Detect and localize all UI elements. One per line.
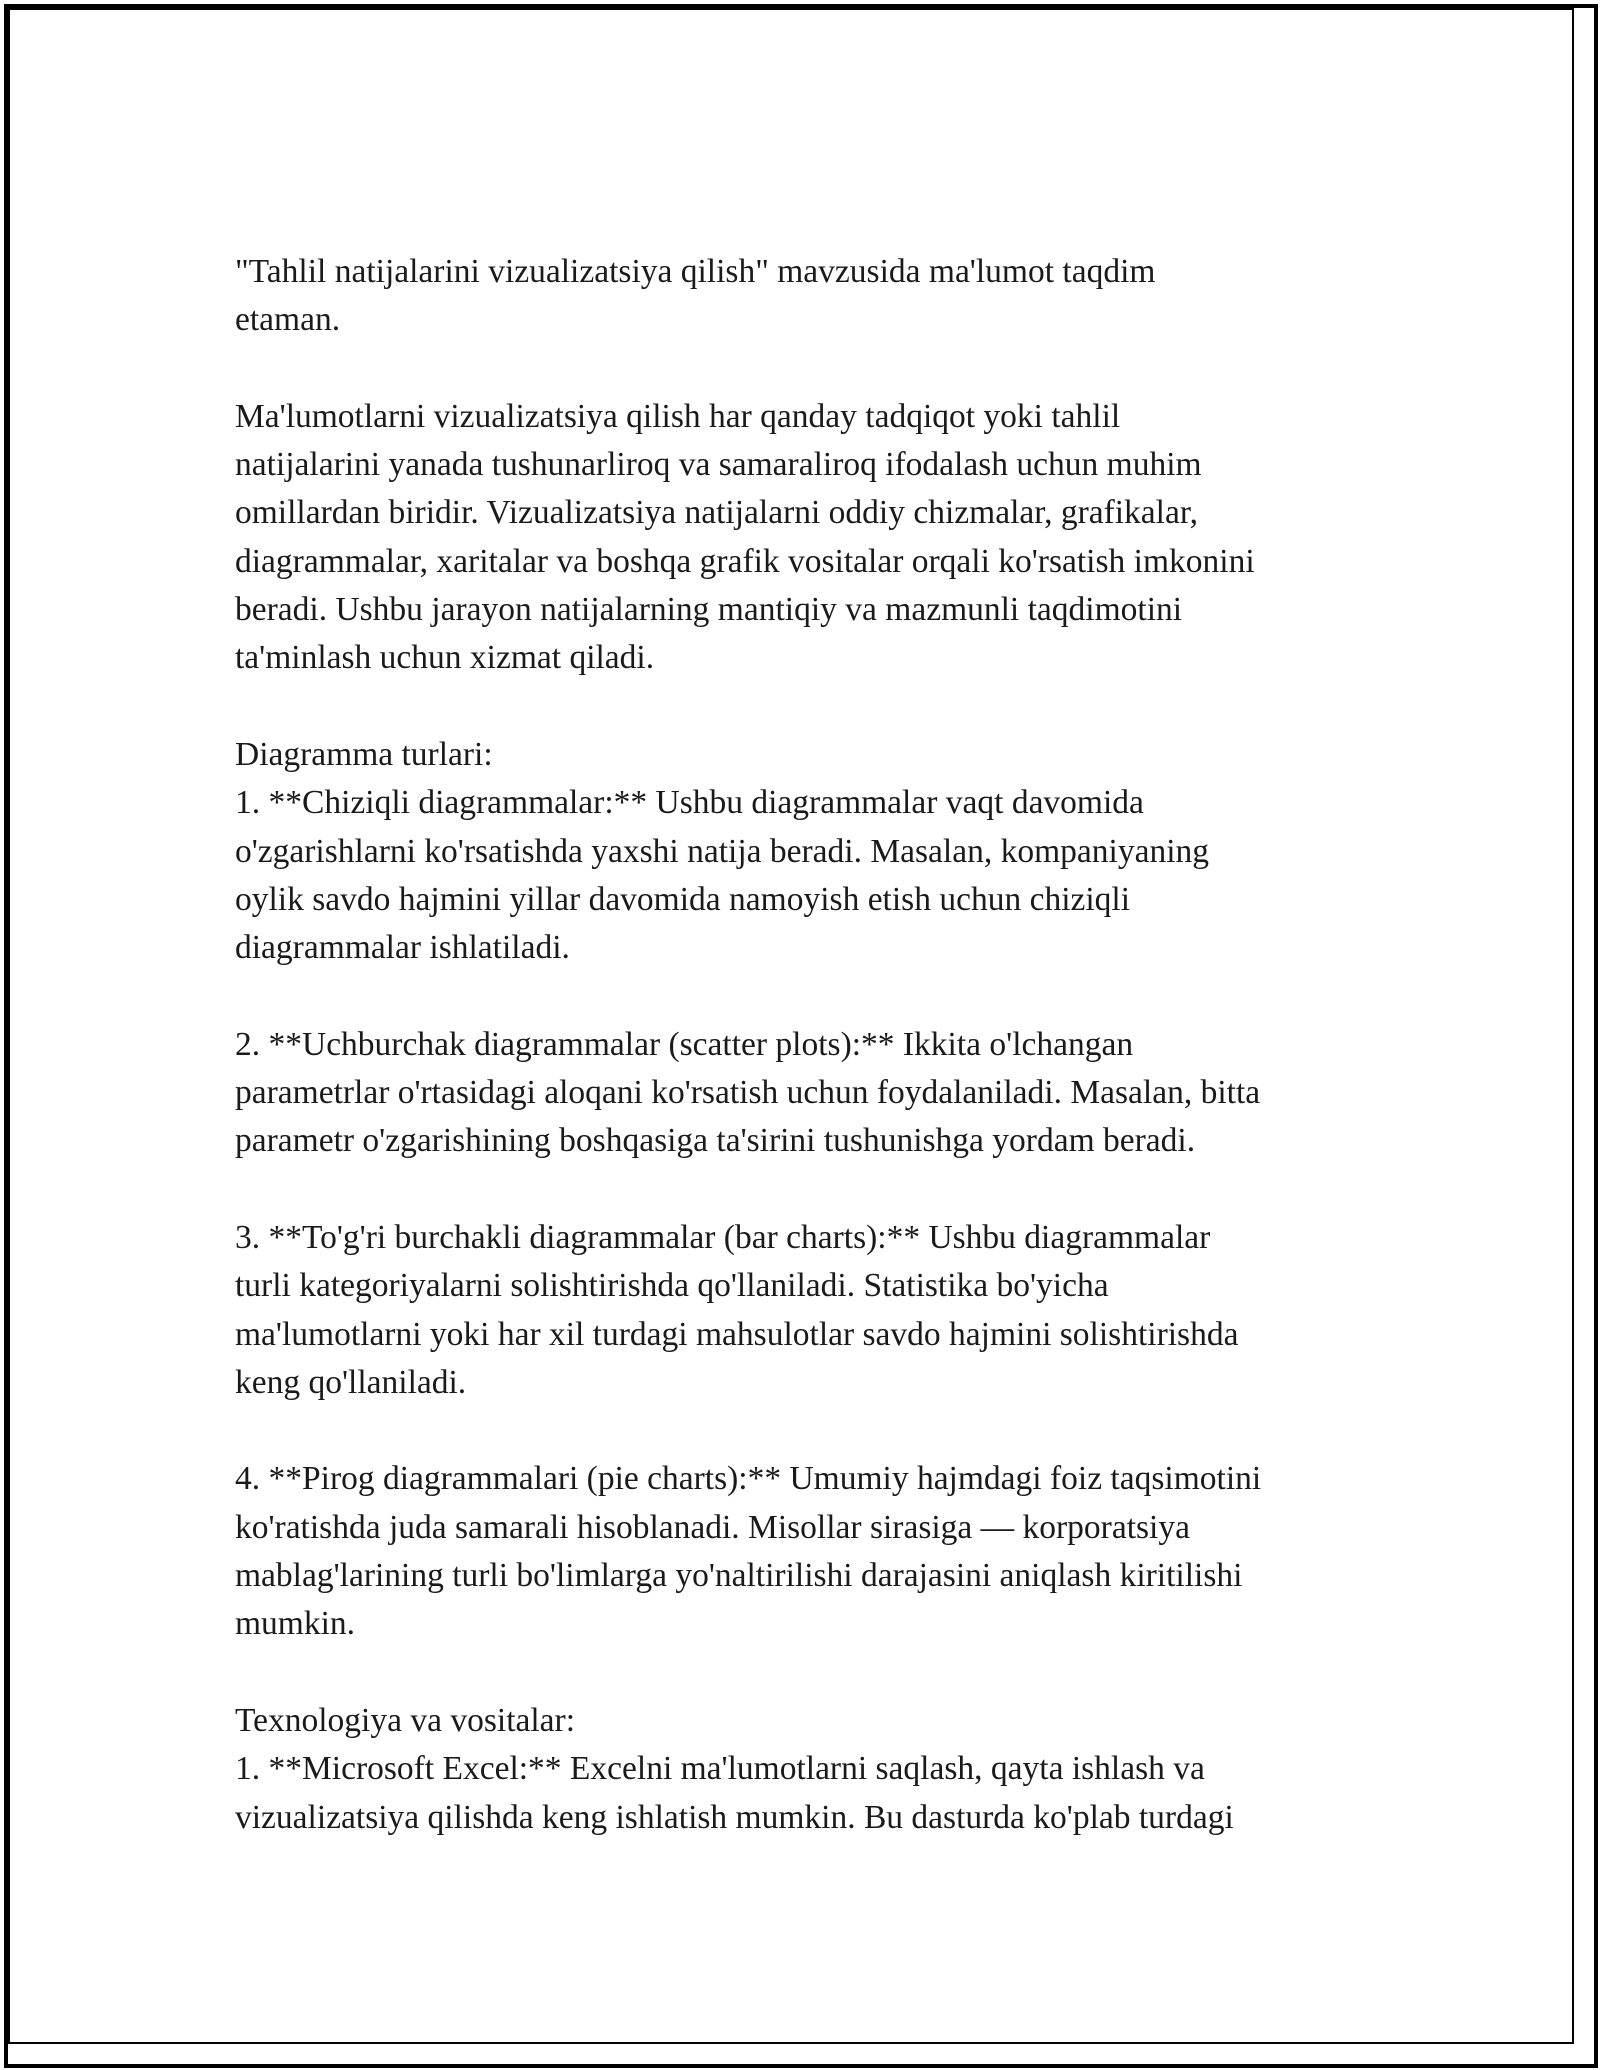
body-paragraph: Ma'lumotlarni vizualizatsiya qilish har qanday tadqiqot yoki tahlil natijalarini yanada tushunarliroq va samaraliroq ifodalash uchun muhim omillardan biridir. Vizualizatsiya natijalarni oddiy chizmalar, grafikalar, diagrammalar, xaritalar va boshqa grafik vositalar orqali ko'rsatish imkonini beradi. Ushbu jarayon natijalarning mantiqiy va mazmunli taqdimotini ta'minlash uchun xizmat qiladi.: [235, 397, 1255, 677]
paragraph-gap: [235, 1649, 1375, 1697]
list-item-bar-charts: 3. **To'g'ri burchakli diagrammalar (bar charts):** Ushbu diagrammalar turli kategoriyalarni solishtirishda qo'llaniladi. Statistika bo'yicha ma'lumotlarni yoki har xil turdagi mahsulotlar savdo hajmini solishtirishda keng qo'llaniladi.: [235, 1218, 1239, 1401]
intro-paragraph: "Tahlil natijalarini vizualizatsiya qilish" mavzusida ma'lumot taqdim etaman.: [235, 253, 1156, 339]
document-body: [235, 248, 1375, 1842]
paragraph-gap: [235, 972, 1375, 1020]
paragraph-gap: [235, 1407, 1375, 1455]
section-heading-diagram-types: Diagramma turlari:: [235, 735, 493, 773]
paragraph-gap: [235, 1166, 1375, 1214]
section-heading-technology-tools: Texnologiya va vositalar:: [235, 1701, 576, 1739]
list-item-line-charts: 1. **Chiziqli diagrammalar:** Ushbu diagrammalar vaqt davomida o'zgarishlarni ko'rsatishda yaxshi natija beradi. Masalan, kompaniyaning oylik savdo hajmini yillar davomida namoyish etish uchun chiziqli diagrammalar ishlatiladi.: [235, 784, 1210, 967]
list-item-scatter-plots: 2. **Uchburchak diagrammalar (scatter plots):** Ikkita o'lchangan parametrlar o'rtasidagi aloqani ko'rsatish uchun foydalaniladi. Masalan, bitta parametr o'zgarishining boshqasiga ta'sirini tushunishga yordam beradi.: [235, 1025, 1261, 1160]
list-item-pie-charts: 4. **Pirog diagrammalari (pie charts):** Umumiy hajmdagi foiz taqsimotini ko'ratishda juda samarali hisoblanadi. Misollar sirasiga — korporatsiya mablag'larining turli bo'limlarga yo'naltirilishi darajasini aniqlash kiritilishi mumkin.: [235, 1460, 1262, 1643]
paragraph-gap: [235, 345, 1375, 393]
paragraph-gap: [235, 683, 1375, 731]
list-item-microsoft-excel: 1. **Microsoft Excel:** Excelni ma'lumotlarni saqlash, qayta ishlash va vizualizatsiya qilishda keng ishlatish mumkin. Bu dasturda ko'plab turdagi: [235, 1750, 1234, 1836]
